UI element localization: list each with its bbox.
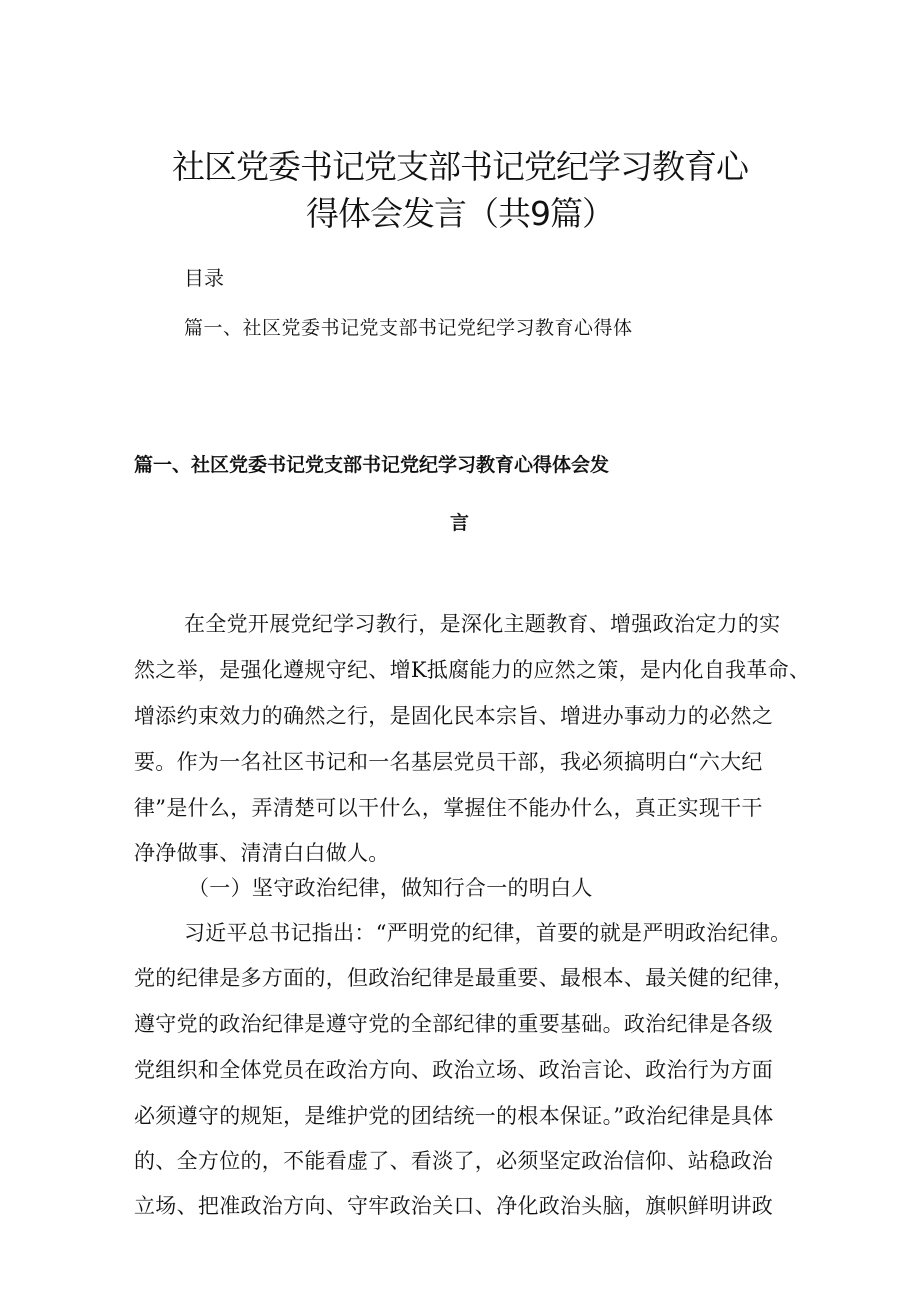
subsection-heading: （一）坚守政治纪律，做知行合一的明白人	[188, 876, 593, 900]
document-title-line-1: 社区党委书记党支部书记党纪学习教育心	[172, 147, 748, 186]
toc-item[interactable]: 篇一、社区党委书记党支部书记党纪学习教育心得体	[184, 317, 633, 339]
document-title-line-2: 得体会发言（共9篇）	[306, 194, 614, 233]
body-line: 遵守党的政治纪律是遵守党的全部纪律的重要基础。政治纪律是各级	[134, 1012, 773, 1036]
body-line: 增添约束效力的确然之行，是固化民本宗旨、增进办事动力的必然之	[134, 704, 773, 728]
body-line: 必须遵守的规矩，是维护党的团结统一的根本保证。”政治纪律是具体	[134, 1104, 774, 1128]
body-line: 党的纪律是多方面的，但政治纪律是最重要、最根本、最关健的纪律，	[134, 966, 795, 990]
body-line: 律”是什么，弄清楚可以干什么，掌握住不能办什么，真正实现干干	[134, 796, 763, 820]
body-line: 要。作为一名社区书记和一名基层党员干部，我必须搞明白“六大纪	[134, 750, 763, 774]
body-line: 的、全方位的，不能看虚了、看淡了，必须坚定政治信仰、站稳政治	[134, 1149, 773, 1173]
body-line: 在全党开展党纪学习教行，是深化主题教育、增强政治定力的实	[184, 612, 781, 636]
body-line: 立场、把准政治方向、守牢政治关口、净化政治头脑，旗帜鲜明讲政	[134, 1194, 773, 1218]
body-line: 习近平总书记指出：“严明党的纪律，首要的就是严明政治纪律。	[184, 921, 792, 945]
body-line: 党组织和全体党员在政治方向、政治立场、政治言论、政治行为方面	[134, 1058, 773, 1082]
section-heading-line-2: 言	[450, 512, 470, 534]
toc-label: 目录	[184, 266, 224, 290]
body-line: 净净做事、清清白白做人。	[134, 841, 390, 865]
section-heading-line-1: 篇一、社区党委书记党支部书记党纪学习教育心得体会发	[134, 454, 610, 476]
body-line: 然之举，是强化遵规守纪、增K抵腐能力的应然之策，是内化自我革命、	[134, 658, 811, 682]
